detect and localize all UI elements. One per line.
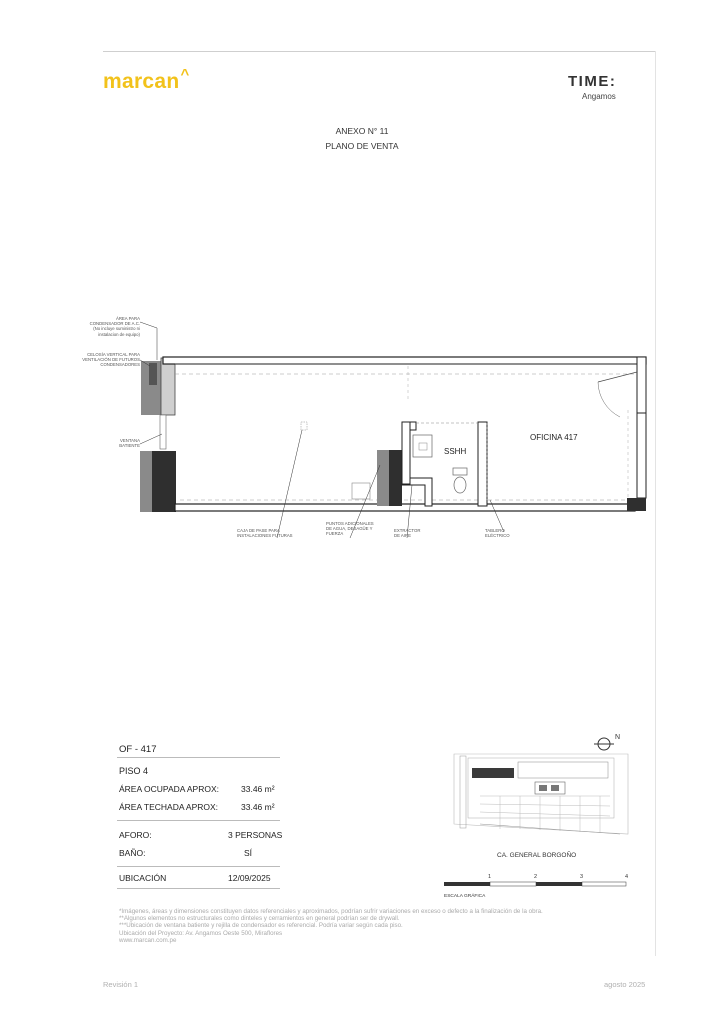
area-ocupada-value: 33.46 m² <box>241 784 275 794</box>
area-techada-value: 33.46 m² <box>241 802 275 812</box>
right-wall-top <box>637 357 646 413</box>
celosia-block <box>149 363 157 385</box>
north-label: N <box>615 734 621 741</box>
scale-tick-1: 1 <box>488 874 492 880</box>
note-ventana: VENTANA BATIENTE <box>119 438 140 449</box>
note-extractor: EXTRACTOR DE AIRE <box>394 528 421 539</box>
area-ocupada-label: ÁREA OCUPADA APROX: <box>119 784 219 794</box>
logo-caret: ^ <box>180 66 190 83</box>
plan-title: PLANO DE VENTA <box>325 141 399 151</box>
time-logo: TIME: <box>568 73 617 90</box>
unit-code: OF - 417 <box>119 744 157 755</box>
sink-counter <box>352 483 370 499</box>
key-plan <box>440 734 640 904</box>
door-leaf <box>598 372 637 382</box>
top-wall <box>163 357 646 364</box>
door-swing <box>598 382 620 417</box>
keyplan-highlight <box>472 768 514 778</box>
footer-date: agosto 2025 <box>604 980 646 989</box>
top-rule <box>103 51 656 52</box>
scale-tick-2: 2 <box>534 874 538 880</box>
scale-tick-3: 3 <box>580 874 584 880</box>
window-batiente <box>160 415 166 449</box>
right-wall <box>637 413 646 498</box>
annex-title: ANEXO N° 11 <box>335 126 389 136</box>
revision-label: Revisión 1 <box>103 980 139 989</box>
toilet <box>454 477 466 493</box>
aforo-value: 3 PERSONAS <box>228 830 283 840</box>
time-logo-sub: Angamos <box>582 92 616 101</box>
condenser-wall <box>161 358 175 415</box>
area-techada-label: ÁREA TECHADA APROX: <box>119 802 219 812</box>
logo-text: marcan <box>103 70 180 93</box>
note-puntos: PUNTOS ADICIONALES DE AGUA, DESAGÜE Y FUERZA <box>326 521 374 537</box>
left-column <box>152 451 176 512</box>
note-tablero: TABLERO ELÉCTRICO <box>485 528 510 539</box>
note-ac-area: ÁREA PARA CONDENSADOR DE A.C. (No incluye suministro ni instalacion de equipo) <box>89 316 140 337</box>
ubicacion-label: UBICACIÓN <box>119 873 167 883</box>
marcan-logo <box>103 66 190 94</box>
note-caja-pase: CAJA DE PASE PARA INSTALACIONES FUTURAS <box>237 528 293 539</box>
bath-wall-right <box>478 422 487 506</box>
lavatory <box>413 435 432 457</box>
scale-label: ESCALA GRÁFICA <box>444 894 486 899</box>
right-column <box>627 498 646 511</box>
bath-label: SSHH <box>444 447 467 456</box>
aforo-label: AFORO: <box>119 830 152 840</box>
note-celosia: CELOSÍA VERTICAL PARA VENTILACIÓN DE FUTUROS CONDENSADORES <box>82 352 140 368</box>
bottom-wall <box>175 504 635 511</box>
bano-label: BAÑO: <box>119 848 146 858</box>
floor-label: PISO 4 <box>119 766 149 776</box>
ubicacion-value: 12/09/2025 <box>228 873 271 883</box>
scale-tick-4: 4 <box>625 874 629 880</box>
disclaimer: *Imágenes, áreas y dimensiones constituyen datos referenciales y aproximados, podrían sufrir variaciones en exceso o defecto a la finalización de la obra. **Algunos elementos no estructurales como dinteles y cerramientos en general podrían ser de drywall. ***Ubicación de ventana batiente y rejilla de condensador es referencial. Podría variar según cada piso. Ubicación del Proyecto: Av. Angamos Oeste 500, Miraflores www.marcan.com.pe <box>119 908 543 944</box>
room-label: OFICINA 417 <box>530 433 578 442</box>
mid-column <box>389 450 402 506</box>
street-label: CA. GENERAL BORGOÑO <box>497 852 577 859</box>
bano-value: SÍ <box>244 848 253 858</box>
